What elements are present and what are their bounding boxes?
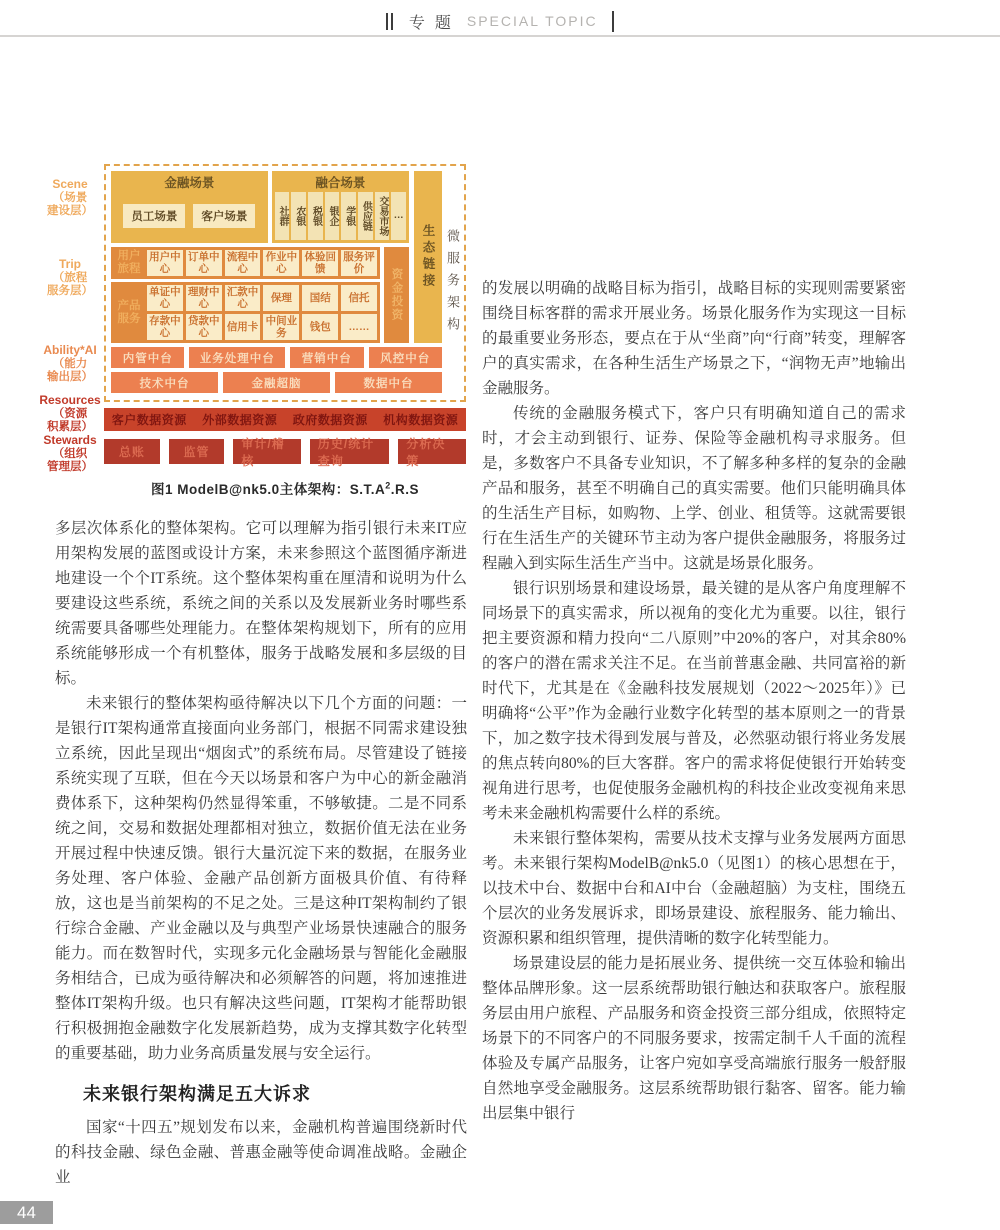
trip-item: 理财中心 [186, 285, 222, 311]
trip-item: 服务评价 [341, 250, 377, 276]
ability-item: 数据中台 [335, 372, 442, 393]
ability-item: 风控中台 [369, 347, 442, 368]
user-journey-row: 用户旅程 用户中心 订单中心 流程中心 作业中心 体验回馈 服务评价 [111, 247, 380, 279]
trip-layer-block [111, 247, 409, 343]
steward-item: 总账 [104, 439, 160, 464]
ability-item: 营销中台 [290, 347, 363, 368]
eco-link-box: 生态链接 [414, 171, 442, 343]
trip-item: 钱包 [302, 314, 338, 340]
page-number: 44 [0, 1201, 53, 1224]
header-title-en: SPECIAL TOPIC [466, 13, 598, 29]
layer-label-scene: Scene （场景 建设层） [47, 177, 93, 217]
fusion-item-ellipsis: … [391, 192, 406, 240]
header-bar-icon [391, 13, 393, 30]
header-bar-icon [612, 11, 614, 32]
trip-item: 中间业务 [263, 314, 299, 340]
trip-item: 贷款中心 [186, 314, 222, 340]
paragraph: 未来银行的整体架构亟待解决以下几个方面的问题：一是银行IT架构通常直接面向业务部门，根据不同需求建设独立系统，因此呈现出“烟囱式”的系统布局。尽管建设了链接系统实现了互联，但在今天以场景和客户为中心的新金融消费体系下，这种架构仍然显得笨重，不够敏捷。二是不同系统之间，交易和数据处理都相对独立，数据价值无法在业务开展过程中快速反馈。银行大量沉淀下来的数据，在服务业务处理、客户体验、金融产品创新方面极具价值、有待释放，这也是当前架构的不足之处。三是这种IT架构制约了银行综合金融、产业金融以及与典型产业场景快速融合的服务能力。而在数智时代，实现多元化金融场景与智能化金融服务相结合，已成为亟待解决和必须解答的问题，将加速推进整体IT架构升级。也只有解决这些问题，IT架构才能帮助银行积极拥抱金融数字化发展新趋势，成为支撑其数字化转型的重要基础，助力业务高质量发展与安全运行。 [55, 695, 467, 1062]
page-header [0, 8, 1000, 34]
resource-item: 政府数据资源 [292, 413, 368, 427]
stewards-layer-row [104, 436, 466, 468]
trip-item: 作业中心 [263, 250, 299, 276]
figure-caption: 图1 ModelB@nk5.0主体架构：$S.T.A^2.R.S$ [151, 480, 419, 497]
layer-label-stewards: Stewards （组织 管理层） [43, 433, 97, 473]
capital-investment-box: 资金投资 [384, 247, 409, 343]
layer-label-resources: Resources （资源 积累层） [39, 393, 101, 433]
trip-item: 信托 [341, 285, 377, 311]
trip-item: 存款中心 [147, 314, 183, 340]
resource-item: 机构数据资源 [383, 413, 459, 427]
fusion-item: 农银 [291, 192, 306, 240]
resources-layer-bar [104, 408, 466, 431]
fusion-item: 银企 [325, 192, 340, 240]
paragraph: 传统的金融服务模式下，客户只有明确知道自己的需求时，才会主动到银行、证券、保险等金融机构寻求服务。但是，多数客户不具备专业知识，不了解多种多样的复杂的金融产品和服务，甚至不明确自己的真实需要。他们只能明确具体的生活生产目标，如购物、上学、创业、租赁等。这就需要银行在生活生产的关键环节主动为客户提供金融服务，将服务过程融入到实际生活生产当中。这就是场景化服务。 [482, 405, 906, 572]
finance-scene-box: 金融场景 员工场景 客户场景 [111, 171, 268, 243]
trip-item: 汇款中心 [225, 285, 261, 311]
resource-item: 客户数据资源 [111, 413, 187, 427]
steward-item: 审计/稽核 [233, 439, 301, 464]
trip-item: …… [341, 314, 377, 340]
figure-dashed-frame [104, 164, 466, 402]
ability-item: 金融超脑 [223, 372, 330, 393]
fusion-item: 供应链 [358, 192, 373, 240]
trip-item: 单证中心 [147, 285, 183, 311]
ability-layer-row1 [111, 347, 442, 368]
microservice-architecture-label: 微服务架构 [445, 229, 460, 339]
layer-label-trip: Trip （旅程 服务层） [47, 257, 93, 297]
trip-item: 流程中心 [225, 250, 261, 276]
scene-item: 员工场景 [123, 204, 185, 228]
paragraph: 银行识别场景和建设场景，最关键的是从客户角度理解不同场景下的真实需求，所以视角的变化尤为重要。以往，银行把主要资源和精力投向“二八原则”中20%的客户，对其余80%的客户的潜在需求关注不足。在当前普惠金融、共同富裕的新时代下，尤其是在《金融科技发展规划（2022～2025年）》已明确将“公平”作为金融行业数字化转型的基本原则之一的背景下，加之数字技术得到发展与普及，必然驱动银行将业务发展的焦点转向80%的巨大客群。客户的需求将促使银行开始转变视角进行思考，也促使服务金融机构的科技企业改变视角来思考未来金融机构需要什么样的系统。 [482, 580, 906, 822]
fusion-item: 税银 [308, 192, 323, 240]
paragraph: 多层次体系化的整体架构。它可以理解为指引银行未来IT应用架构发展的蓝图或设计方案，未来参照这个蓝图循序渐进地建设一个个IT系统。这个整体架构重在厘清和说明为什么要建设这些系统，系统之间的关系以及发展新业务时哪些系统需要具备哪些处理能力。在整体架构规划下，所有的应用系统能够形成一个有机整体，服务于战略发展和多层级的目标。 [55, 520, 467, 687]
layer-label-ability: Ability*AI （能力 输出层） [43, 343, 97, 383]
paragraph: 的发展以明确的战略目标为指引，战略目标的实现则需要紧密围绕目标客群的需求开展业务。场景化服务作为实现这一目标的最重要业务形态，要点在于从“坐商”向“行商”转变，理解客户的真实需求，在各种生活生产场景之下，“润物无声”地输出金融服务。 [482, 280, 906, 397]
right-text-column [482, 276, 906, 1126]
ability-item: 技术中台 [111, 372, 218, 393]
ability-layer-row2 [111, 372, 442, 393]
paragraph: 场景建设层的能力是拓展业务、提供统一交互体验和输出整体品牌形象。这一层系统帮助银行触达和获取客户。旅程服务层由用户旅程、产品服务和资金投资三部分组成，依照特定场景下的不同客户的不同服务要求，按需定制千人千面的流程体验及专属产品服务，让客户宛如享受高端旅行服务一般舒服自然地享受金融服务。这层系统帮助银行黏客、留客。能力输出层集中银行 [482, 955, 906, 1122]
fusion-scene-box: 融合场景 社群 农银 税银 银企 学银 供应链 交易市场 … [272, 171, 409, 243]
left-text-column [55, 516, 467, 1190]
section-heading: 未来银行架构满足五大诉求 [83, 1084, 311, 1104]
header-bar-icon [386, 13, 388, 30]
trip-item: 订单中心 [186, 250, 222, 276]
paragraph: 国家“十四五”规划发布以来，金融机构普遍围绕新时代的科技金融、绿色金融、普惠金融等使命调准战略。金融企业 [55, 1119, 467, 1186]
steward-item: 监管 [169, 439, 225, 464]
paragraph: 未来银行整体架构，需要从技术支撑与业务发展两方面思考。未来银行架构ModelB@nk5.0（见图1）的核心思想在于，以技术中台、数据中台和AI中台（金融超脑）为支柱，围绕五个层次的业务发展诉求，即场景建设、旅程服务、能力输出、资源积累和组织管理，提供清晰的数字化转型能力。 [482, 830, 906, 947]
fusion-item: 社群 [275, 192, 290, 240]
product-service-row: 产品服务 单证中心 理财中心 汇款中心 保理 国结 信托 存款中心 贷款中心 信用卡 中间业务 钱包 …… [111, 282, 380, 343]
trip-item: 国结 [302, 285, 338, 311]
ability-item: 业务处理中台 [189, 347, 285, 368]
figure-layer-labels [38, 160, 102, 480]
steward-item: 分析决策 [398, 439, 466, 464]
trip-item: 信用卡 [225, 314, 261, 340]
header-divider [0, 35, 1000, 37]
trip-item: 用户中心 [147, 250, 183, 276]
ability-item: 内管中台 [111, 347, 184, 368]
fusion-item: 交易市场 [375, 192, 390, 240]
scene-item: 客户场景 [193, 204, 255, 228]
header-title-cn: 专题 [408, 14, 461, 32]
trip-item: 保理 [263, 285, 299, 311]
trip-item: 体验回馈 [302, 250, 338, 276]
steward-item: 历史/统计查询 [310, 439, 389, 464]
fusion-item: 学银 [341, 192, 356, 240]
resource-item: 外部数据资源 [202, 413, 278, 427]
scene-layer-row [111, 171, 409, 243]
